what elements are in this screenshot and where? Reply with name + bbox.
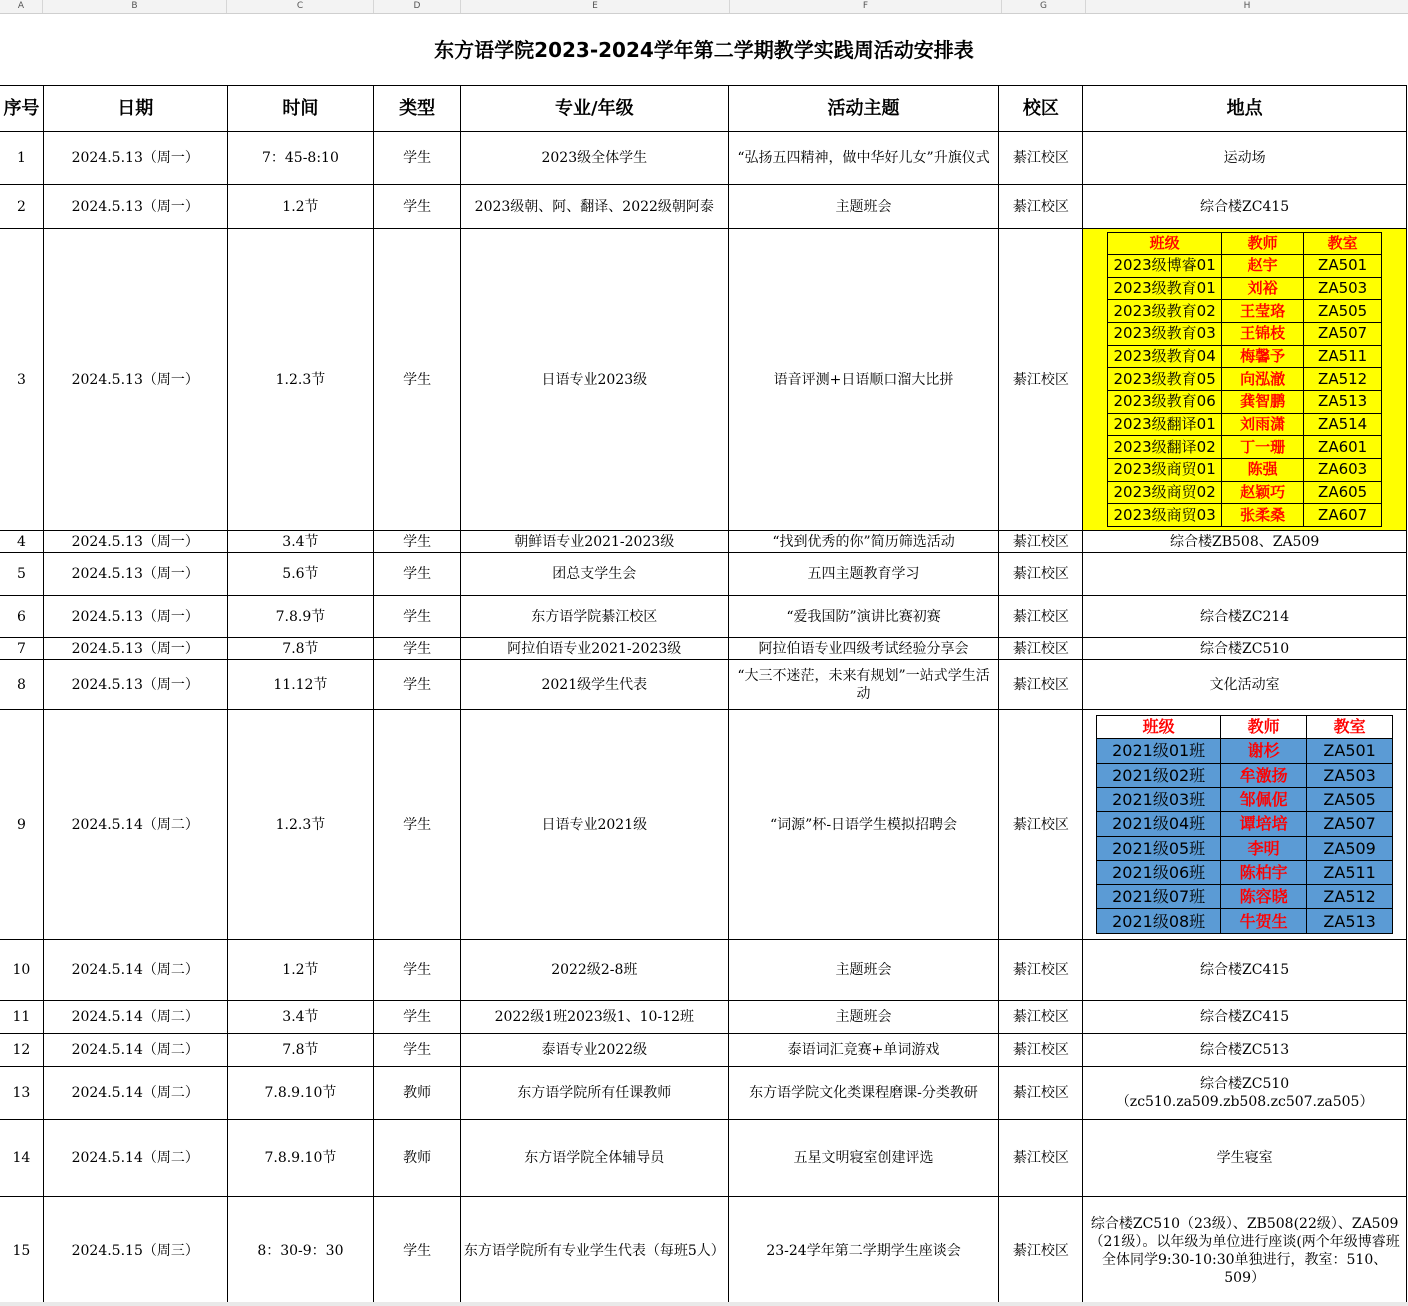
cell-topic[interactable]: “词源”杯-日语学生模拟招聘会 [728,710,999,940]
subtable-class[interactable]: 2023级博睿01 [1108,254,1222,277]
subtable-class[interactable]: 2021级06班 [1097,860,1221,884]
subtable-teacher[interactable]: 张柔桑 [1222,504,1304,527]
cell-topic[interactable]: 主题班会 [728,1001,999,1034]
subtable-class[interactable]: 2023级教育04 [1108,345,1222,368]
scrollbar-track[interactable] [0,1302,1408,1306]
cell-type[interactable]: 学生 [374,660,461,710]
cell-date[interactable]: 2024.5.13（周一） [43,185,227,229]
cell-campus[interactable]: 綦江校区 [999,185,1083,229]
cell-time[interactable]: 1.2节 [227,940,374,1001]
cell-time[interactable]: 1.2.3节 [227,710,374,940]
cell-place[interactable]: 综合楼ZC513 [1083,1034,1407,1067]
cell-topic[interactable]: 语音评测+日语顺口溜大比拼 [728,229,999,531]
cell-topic[interactable]: 23-24学年第二学期学生座谈会 [728,1197,999,1305]
cell-date[interactable]: 2024.5.13（周一） [43,531,227,553]
cell-date[interactable]: 2024.5.13（周一） [43,553,227,596]
subtable-room[interactable]: ZA607 [1304,504,1382,527]
subtable-room[interactable]: ZA507 [1304,322,1382,345]
cell-place[interactable]: 综合楼ZC510（zc510.za509.zb508.zc507.za505） [1083,1067,1407,1120]
cell-date[interactable]: 2024.5.14（周二） [43,710,227,940]
subtable-teacher[interactable]: 陈柏宇 [1221,860,1307,884]
subtable-class[interactable]: 2021级05班 [1097,836,1221,860]
subtable-row [1097,812,1393,836]
column-letter[interactable]: B [43,0,227,13]
cell-time[interactable]: 1.2.3节 [227,229,374,531]
cell-type[interactable]: 学生 [374,229,461,531]
cell-date[interactable]: 2024.5.15（周三） [43,1197,227,1305]
cell-topic[interactable]: “弘扬五四精神，做中华好儿女”升旗仪式 [728,132,999,185]
cell-place[interactable]: 综合楼ZC415 [1083,185,1407,229]
subtable-class[interactable]: 2021级01班 [1097,739,1221,763]
subtable-teacher[interactable]: 向泓澈 [1222,368,1304,391]
cell-place[interactable]: 学生寝室 [1083,1120,1407,1197]
cell-time[interactable]: 11.12节 [227,660,374,710]
subtable-header-cell[interactable]: 教室 [1307,716,1393,739]
column-letter[interactable]: G [1002,0,1086,13]
cell-date[interactable]: 2024.5.14（周二） [43,1067,227,1120]
cell-campus[interactable]: 綦江校区 [999,132,1083,185]
cell-time[interactable]: 8：30-9：30 [227,1197,374,1305]
cell-no[interactable]: 2 [0,185,43,229]
subtable-header-row [1097,716,1393,739]
cell-type[interactable]: 学生 [374,553,461,596]
subtable-class[interactable]: 2021级03班 [1097,787,1221,811]
cell-major[interactable]: 2023级朝、阿、翻译、2022级朝阿泰 [460,185,728,229]
subtable-room[interactable]: ZA511 [1307,860,1393,884]
subtable-row [1097,739,1393,763]
cell-major[interactable]: 2022级1班2023级1、10-12班 [460,1001,728,1034]
cell-place[interactable]: 文化活动室 [1083,660,1407,710]
table-row [0,132,1407,185]
subtable-teacher[interactable]: 龚智鹏 [1222,391,1304,414]
cell-place[interactable] [1083,710,1407,940]
subtable-class[interactable]: 2023级教育05 [1108,368,1222,391]
subtable-header-row [1108,232,1382,254]
cell-no[interactable]: 8 [0,660,43,710]
subtable-row [1108,391,1382,414]
subtable-header-cell[interactable]: 教师 [1221,716,1307,739]
subtable-class[interactable]: 2023级商贸02 [1108,481,1222,504]
column-header-bar [0,0,1408,14]
column-letter[interactable]: E [461,0,730,13]
cell-date[interactable]: 2024.5.14（周二） [43,1001,227,1034]
cell-place[interactable]: 综合楼ZC510 [1083,638,1407,660]
cell-campus[interactable]: 綦江校区 [999,596,1083,638]
cell-major[interactable]: 东方语学院全体辅导员 [460,1120,728,1197]
cell-type[interactable]: 教师 [374,1067,461,1120]
cell-time[interactable]: 3.4节 [227,1001,374,1034]
header-cell[interactable]: 日期 [43,86,227,132]
cell-no[interactable]: 11 [0,1001,43,1034]
cell-campus[interactable]: 綦江校区 [999,1120,1083,1197]
column-letter[interactable]: C [227,0,374,13]
cell-campus[interactable]: 綦江校区 [999,531,1083,553]
subtable-row [1097,885,1393,909]
cell-date[interactable]: 2024.5.14（周二） [43,1034,227,1067]
subtable-teacher[interactable]: 赵颖巧 [1222,481,1304,504]
column-letter[interactable]: F [730,0,1002,13]
subtable-header-cell[interactable]: 教室 [1304,232,1382,254]
cell-topic[interactable]: 主题班会 [728,185,999,229]
subtable-class[interactable]: 2023级翻译02 [1108,436,1222,459]
table-row [0,596,1407,638]
subtable-room[interactable]: ZA507 [1307,812,1393,836]
cell-place[interactable]: 综合楼ZC415 [1083,940,1407,1001]
table-row [0,553,1407,596]
cell-place[interactable]: 运动场 [1083,132,1407,185]
column-letter[interactable]: A [0,0,43,13]
cell-major[interactable]: 团总支学生会 [460,553,728,596]
subtable-teacher[interactable]: 刘雨潇 [1222,413,1304,436]
cell-type[interactable]: 学生 [374,596,461,638]
subtable-row [1108,459,1382,482]
cell-major[interactable]: 2022级2-8班 [460,940,728,1001]
subtable-room[interactable]: ZA601 [1304,436,1382,459]
subtable-class[interactable]: 2023级教育02 [1108,300,1222,323]
cell-campus[interactable]: 綦江校区 [999,710,1083,940]
subtable-row [1097,860,1393,884]
cell-topic[interactable]: “找到优秀的你”简历筛选活动 [728,531,999,553]
cell-place[interactable]: 综合楼ZB508、ZA509 [1083,531,1407,553]
subtable-room[interactable]: ZA514 [1304,413,1382,436]
subtable-header-cell[interactable]: 班级 [1108,232,1222,254]
cell-major[interactable]: 2023级全体学生 [460,132,728,185]
subtable-row [1097,787,1393,811]
subtable-teacher[interactable]: 邹佩伲 [1221,787,1307,811]
subtable-class[interactable]: 2023级翻译01 [1108,413,1222,436]
cell-type[interactable]: 学生 [374,1001,461,1034]
cell-topic[interactable]: 阿拉伯语专业四级考试经验分享会 [728,638,999,660]
cell-no[interactable]: 13 [0,1067,43,1120]
subtable-teacher[interactable]: 陈容晓 [1221,885,1307,909]
subtable-room[interactable]: ZA509 [1307,836,1393,860]
subtable-room[interactable]: ZA512 [1307,885,1393,909]
header-row [0,86,1407,132]
header-cell[interactable]: 地点 [1083,86,1407,132]
cell-time[interactable]: 7.8.9.10节 [227,1120,374,1197]
subtable-row [1108,322,1382,345]
cell-time[interactable]: 7.8.9节 [227,596,374,638]
cell-type[interactable]: 学生 [374,710,461,940]
cell-no[interactable]: 14 [0,1120,43,1197]
subtable-teacher[interactable]: 王锦枝 [1222,322,1304,345]
subtable-row [1108,368,1382,391]
subtable-header-cell[interactable]: 班级 [1097,716,1221,739]
cell-type[interactable]: 学生 [374,638,461,660]
cell-type[interactable]: 学生 [374,940,461,1001]
subtable-room[interactable]: ZA603 [1304,459,1382,482]
cell-place[interactable]: 综合楼ZC510（23级）、ZB508(22级）、ZA509（21级）。以年级为单位进行座谈(两个年级博睿班全体同学9:30-10:30单独进行，教室：510、509） [1083,1197,1407,1305]
table-row [0,940,1407,1001]
subtable-row [1108,300,1382,323]
subtable-row [1108,436,1382,459]
subtable-room[interactable]: ZA501 [1304,254,1382,277]
subtable-room[interactable]: ZA511 [1304,345,1382,368]
subtable-header-cell[interactable]: 教师 [1222,232,1304,254]
subtable-room[interactable]: ZA503 [1307,763,1393,787]
subtable-room[interactable]: ZA505 [1304,300,1382,323]
cell-topic[interactable]: 主题班会 [728,940,999,1001]
class-teacher-table-2023 [1107,232,1382,527]
subtable-class[interactable]: 2023级商贸01 [1108,459,1222,482]
subtable-teacher[interactable]: 谢杉 [1221,739,1307,763]
cell-campus[interactable]: 綦江校区 [999,940,1083,1001]
table-row [0,1034,1407,1067]
cell-major[interactable]: 2021级学生代表 [460,660,728,710]
cell-time[interactable]: 3.4节 [227,531,374,553]
header-cell[interactable]: 序号 [0,86,43,132]
sheet-title[interactable]: 东方语学院2023-2024学年第二学期教学实践周活动安排表 [434,38,974,62]
subtable-row [1108,345,1382,368]
subtable-row [1108,481,1382,504]
cell-major[interactable]: 泰语专业2022级 [460,1034,728,1067]
cell-no[interactable]: 9 [0,710,43,940]
cell-place[interactable]: 综合楼ZC415 [1083,1001,1407,1034]
cell-time[interactable]: 7.8节 [227,638,374,660]
column-letter[interactable]: H [1086,0,1408,13]
header-cell[interactable]: 类型 [374,86,461,132]
subtable-teacher[interactable]: 赵宇 [1222,254,1304,277]
subtable-class[interactable]: 2021级04班 [1097,812,1221,836]
subtable-teacher[interactable]: 牛贺生 [1221,909,1307,933]
table-row [0,185,1407,229]
cell-no[interactable]: 3 [0,229,43,531]
subtable-class[interactable]: 2023级教育06 [1108,391,1222,414]
cell-type[interactable]: 学生 [374,1197,461,1305]
schedule-table [0,85,1407,1305]
subtable-class[interactable]: 2021级02班 [1097,763,1221,787]
cell-campus[interactable]: 綦江校区 [999,638,1083,660]
cell-no[interactable]: 4 [0,531,43,553]
cell-type[interactable]: 学生 [374,185,461,229]
subtable-teacher[interactable]: 王莹珞 [1222,300,1304,323]
cell-no[interactable]: 12 [0,1034,43,1067]
header-cell[interactable]: 校区 [999,86,1083,132]
subtable-row [1097,909,1393,933]
table-row [0,1001,1407,1034]
header-cell[interactable]: 时间 [227,86,374,132]
subtable-class[interactable]: 2021级08班 [1097,909,1221,933]
cell-campus[interactable]: 綦江校区 [999,1067,1083,1120]
cell-place[interactable] [1083,229,1407,531]
cell-time[interactable]: 7：45-8:10 [227,132,374,185]
subtable-room[interactable]: ZA513 [1307,909,1393,933]
cell-major[interactable]: 日语专业2023级 [460,229,728,531]
cell-time[interactable]: 5.6节 [227,553,374,596]
subtable-class[interactable]: 2023级教育03 [1108,322,1222,345]
table-row [0,531,1407,553]
cell-type[interactable]: 学生 [374,132,461,185]
cell-no[interactable]: 1 [0,132,43,185]
subtable-room[interactable]: ZA505 [1307,787,1393,811]
cell-type[interactable]: 教师 [374,1120,461,1197]
cell-no[interactable]: 10 [0,940,43,1001]
subtable-row [1108,277,1382,300]
subtable-teacher[interactable]: 丁一珊 [1222,436,1304,459]
cell-date[interactable]: 2024.5.13（周一） [43,596,227,638]
cell-major[interactable]: 日语专业2021级 [460,710,728,940]
subtable-room[interactable]: ZA512 [1304,368,1382,391]
cell-no[interactable]: 6 [0,596,43,638]
subtable-room[interactable]: ZA605 [1304,481,1382,504]
subtable-class[interactable]: 2021级07班 [1097,885,1221,909]
subtable-room[interactable]: ZA503 [1304,277,1382,300]
subtable-teacher[interactable]: 刘裕 [1222,277,1304,300]
cell-major[interactable]: 东方语学院綦江校区 [460,596,728,638]
cell-date[interactable]: 2024.5.14（周二） [43,1120,227,1197]
subtable-teacher[interactable]: 梅馨予 [1222,345,1304,368]
class-teacher-table-2021 [1096,715,1393,933]
cell-date[interactable]: 2024.5.14（周二） [43,940,227,1001]
cell-time[interactable]: 1.2节 [227,185,374,229]
cell-campus[interactable]: 綦江校区 [999,1197,1083,1305]
subtable-teacher[interactable]: 牟激扬 [1221,763,1307,787]
cell-place[interactable] [1083,553,1407,596]
subtable-row [1108,413,1382,436]
cell-time[interactable]: 7.8节 [227,1034,374,1067]
subtable-teacher[interactable]: 谭培培 [1221,812,1307,836]
table-row [0,638,1407,660]
subtable-room[interactable]: ZA513 [1304,391,1382,414]
table-row [0,229,1407,531]
subtable-row [1108,254,1382,277]
subtable-teacher[interactable]: 李明 [1221,836,1307,860]
cell-topic[interactable]: 泰语词汇竞赛+单词游戏 [728,1034,999,1067]
cell-type[interactable]: 学生 [374,1034,461,1067]
cell-date[interactable]: 2024.5.13（周一） [43,229,227,531]
subtable-room[interactable]: ZA501 [1307,739,1393,763]
cell-topic[interactable]: 五四主题教育学习 [728,553,999,596]
cell-no[interactable]: 5 [0,553,43,596]
subtable-class[interactable]: 2023级商贸03 [1108,504,1222,527]
column-letter[interactable]: D [374,0,461,13]
cell-topic[interactable]: 五星文明寝室创建评选 [728,1120,999,1197]
cell-date[interactable]: 2024.5.13（周一） [43,132,227,185]
cell-place[interactable]: 综合楼ZC214 [1083,596,1407,638]
cell-no[interactable]: 7 [0,638,43,660]
cell-no[interactable]: 15 [0,1197,43,1305]
cell-major[interactable]: 东方语学院所有任课教师 [460,1067,728,1120]
table-row [0,660,1407,710]
cell-campus[interactable]: 綦江校区 [999,1001,1083,1034]
cell-time[interactable]: 7.8.9.10节 [227,1067,374,1120]
table-row [0,710,1407,940]
cell-date[interactable]: 2024.5.13（周一） [43,660,227,710]
cell-campus[interactable]: 綦江校区 [999,553,1083,596]
subtable-row [1097,836,1393,860]
cell-campus[interactable]: 綦江校区 [999,229,1083,531]
cell-major[interactable]: 阿拉伯语专业2021-2023级 [460,638,728,660]
cell-topic[interactable]: “大三不迷茫，未来有规划”一站式学生活动 [728,660,999,710]
cell-major[interactable]: 朝鲜语专业2021-2023级 [460,531,728,553]
table-row [0,1197,1407,1305]
cell-campus[interactable]: 綦江校区 [999,660,1083,710]
table-row [0,1067,1407,1120]
cell-topic[interactable]: 东方语学院文化类课程磨课-分类教研 [728,1067,999,1120]
subtable-row [1097,763,1393,787]
subtable-teacher[interactable]: 陈强 [1222,459,1304,482]
header-cell[interactable]: 专业/年级 [460,86,728,132]
cell-campus[interactable]: 綦江校区 [999,1034,1083,1067]
cell-date[interactable]: 2024.5.13（周一） [43,638,227,660]
table-row [0,1120,1407,1197]
cell-type[interactable]: 学生 [374,531,461,553]
cell-major[interactable]: 东方语学院所有专业学生代表（每班5人） [460,1197,728,1305]
subtable-class[interactable]: 2023级教育01 [1108,277,1222,300]
subtable-row [1108,504,1382,527]
header-cell[interactable]: 活动主题 [728,86,999,132]
cell-topic[interactable]: “爱我国防”演讲比赛初赛 [728,596,999,638]
